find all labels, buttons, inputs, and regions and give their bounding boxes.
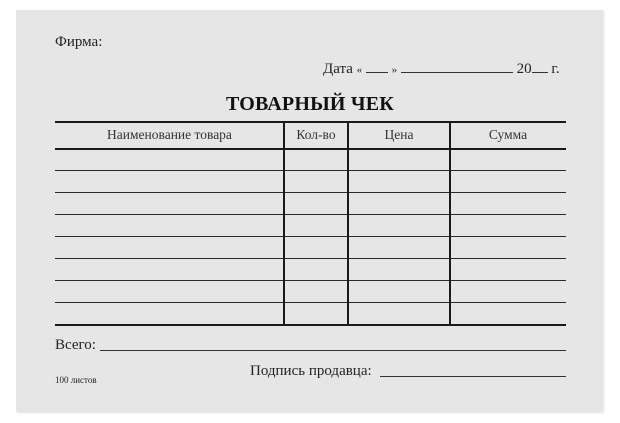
column-header-item-name: Наименование товара <box>107 127 232 142</box>
document-title: ТОВАРНЫЙ ЧЕК <box>225 93 395 115</box>
table-bottom-border <box>55 324 566 326</box>
date-label: Дата <box>323 61 353 77</box>
date-year-suffix: г. <box>551 61 560 77</box>
table-row-line <box>55 236 566 237</box>
column-header-price: Цена <box>384 127 414 142</box>
table-row-line <box>55 170 566 171</box>
date-row <box>323 59 560 78</box>
column-divider <box>283 121 285 325</box>
table-row-line <box>55 258 566 259</box>
total-label: Всего: <box>55 337 96 353</box>
table-header-border <box>55 148 566 150</box>
seller-signature-field[interactable] <box>380 376 566 377</box>
column-divider <box>347 121 349 325</box>
table-top-border <box>55 121 566 123</box>
total-field[interactable] <box>100 350 566 351</box>
items-table <box>55 121 566 325</box>
date-open-quote: « <box>356 64 363 76</box>
firm-label: Фирма: <box>55 34 103 50</box>
date-day-field[interactable] <box>366 59 388 73</box>
table-row-line <box>55 192 566 193</box>
date-year-prefix: 20 <box>516 61 532 77</box>
date-year-field[interactable] <box>532 59 548 73</box>
column-header-quantity: Кол-во <box>296 127 336 142</box>
table-row-line <box>55 280 566 281</box>
column-header-sum: Сумма <box>488 127 528 142</box>
seller-signature-label: Подпись продавца: <box>250 363 372 379</box>
table-row-line <box>55 302 566 303</box>
date-close-quote: » <box>391 64 398 76</box>
date-month-field[interactable] <box>401 59 513 73</box>
sheets-note: 100 листов <box>55 375 97 385</box>
column-divider <box>449 121 451 325</box>
table-row-line <box>55 214 566 215</box>
